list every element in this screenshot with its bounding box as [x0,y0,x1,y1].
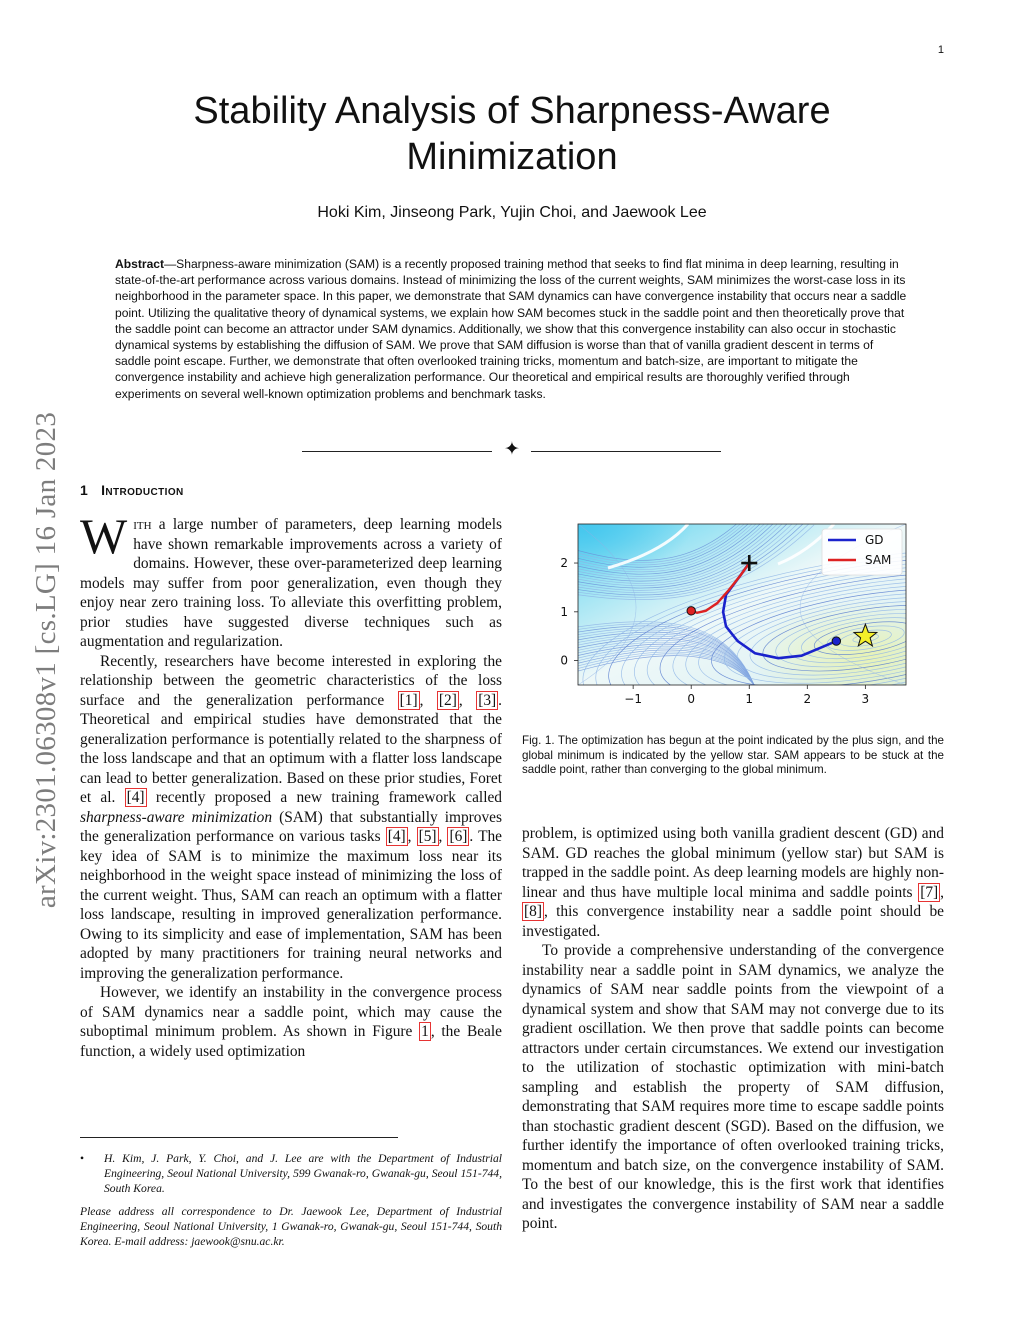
right-p1-a: problem, is optimized using both vanilla gradient descent (GD) and SAM. GD reaches the global minimum (yellow star) but SAM is trapped in the saddle point. As deep learning models are highly non-linear and thus have multiple local minima and saddle points [522,825,944,901]
abstract [115,256,911,402]
sam-end-point [687,607,695,615]
x-tick-label: −1 [624,692,643,706]
intro-p2-e: . The key idea of SAM is to minimize the maximum loss near its neighborhood in the weight space instead of minimizing the loss of the current weight. Thus, SAM can reach an optimum with a flatter loss landscape, resulting in improved generalization performance. Owing to its simplicity and ease of implementation, SAM has been adopted by many practitioners for training neural networks and improving the generalization performance. [80,828,502,982]
x-tick-label: 0 [687,692,696,706]
figure-caption: Fig. 1. The optimization has begun at the point indicated by the plus sign, and the global minimum is indicated by the yellow star. SAM appears to be stuck at the saddle point, rather than converging to the global minimum. [522,734,944,777]
arxiv-stamp-text: arXiv:2301.06308v1 [cs.LG] 16 Jan 2023 [30,411,62,909]
comma-sep: , [438,828,448,845]
paper-title: Stability Analysis of Sharpness-Aware Minimization [193,90,831,178]
intro-paragraph-2 [80,652,502,984]
intro-p2-a: Recently, researchers have become interested in exploring the relationship between the geometric characteristics of the loss surface and the generalization performance [80,652,502,709]
intro-sam-term: sharpness-aware minimization [80,808,273,826]
left-column [80,508,503,1061]
right-p1-b: , this convergence instability near a saddle point should be investigated. [522,903,944,940]
intro-paragraph-1 [80,508,502,652]
citation-link-7[interactable]: [7] [920,883,939,901]
x-tick-label: 2 [803,692,812,706]
comma-sep: , [419,691,437,709]
abstract-text: —Sharpness-aware minimization (SAM) is a recently proposed training method that seeks to find flat minima in deep learning, resulting in state-of-the-art performance across various domains. Instead of minimizing the loss of the current weights, SAM minimizes the worst-case loss in its neighborhood in the parameter space. In this paper, we demonstrate that SAM dynamics can have convergence instability that occurs near a saddle point. Utilizing the qualitative theory of dynamical systems, we explain how SAM becomes stuck in the saddle point and then theoretically prove that the saddle point can become an attractor under SAM dynamics. Additionally, we show that this convergence instability can also occur in stochastic dynamical systems by establishing the diffusion of SAM. We prove that SAM diffusion is worse than that of vanilla gradient descent in terms of saddle point escape. Further, we demonstrate that often overlooked training tricks, momentum and batch-size, are important to mitigate the convergence instability and achieve high generalization performance. Our theoretical and empirical results are thoroughly verified through experiments on several well-known optimization problems and benchmark tasks. [115,257,907,401]
x-tick-label: 1 [745,692,754,706]
intro-p2-c: recently proposed a new training framework called [146,789,503,806]
figure-1 [522,516,942,724]
legend-gd-label: GD [865,533,884,547]
y-tick-label: 1 [560,604,568,619]
dropcap: W [80,508,128,564]
legend-sam-label: SAM [865,553,892,567]
right-paragraph-2: To provide a comprehensive understanding of the convergence instability near a saddle point in SAM dynamics, we analyze the dynamics of SAM near saddle points from the viewpoint of a dynamical system and show that SAM may not converge due to its gradient oscillation. We then prove that saddle points can become attractors under certain circumstances. We extend our investigation to the utilization of stochastic optimization with mini-batch sampling and establish the property of SAM diffusion, demonstrating that SAM requires more time to escape saddle points than stochastic gradient descent (SGD). Based on the diffusion, we further identify the importance of often overlooked training tricks, momentum and batch size, on the convergence instability of SAM. To the best of our knowledge, this is the first work that identifies and investigates the convergence instability of SAM near a saddle point. [522,942,944,1232]
citation-link-2[interactable]: [2] [438,691,457,709]
intro-p2-d: (SAM) that substantially improves the generalization performance on various tasks [80,808,502,845]
footnote-correspondence: Please address all correspondence to Dr. Jaewook Lee, Department of Industrial Engineering, Seoul National University, 1 Gwanak-ro, Gwanak-gu, Seoul 151-744, South Korea. E-mail address: jaewook@snu.ac.kr. [80,1205,502,1248]
section-heading [80,482,184,498]
figure-link-1[interactable]: 1 [421,1023,429,1040]
citation-link-8[interactable]: [8] [524,903,542,920]
comma-sep: , [407,828,417,845]
footnote-bullet: • [80,1152,85,1165]
citation-link-6[interactable]: [6] [449,828,468,845]
section-number: 1 [80,482,89,498]
citation-link-4b[interactable]: [4] [387,828,406,845]
beale-contour-plot [522,516,942,724]
footnote-affiliation-text: H. Kim, J. Park, Y. Choi, and J. Lee are with the Department of Industrial Engineering, Seoul National University, 599 Gwanak-ro, Gwanak-gu, Seoul 151-744, South Korea. [104,1152,502,1195]
separator-line-right [531,451,721,452]
footnote-rule [80,1137,398,1138]
page-number: 1 [937,44,944,56]
section-title: Introduction [101,482,184,498]
intro-p3-b: , the Beale function, a widely used optimization [80,1023,502,1060]
x-axis [624,685,869,706]
intro-p2-b: . Theoretical and empirical studies have demonstrated that the generalization performance is potentially related to the sharpness of the loss landscape and that an optimum with a flatter loss landscape can lead to better generalization. Based on these prior studies, Foret et al. [80,691,502,806]
authors: Hoki Kim, Jinseong Park, Yujin Choi, and Jaewook Lee [317,204,707,221]
y-tick-label: 0 [560,653,568,668]
y-axis [560,556,578,668]
comma-sep: , [940,883,944,901]
x-tick-label: 3 [861,692,870,706]
separator-line-left [302,451,492,452]
abstract-label: Abstract [115,257,165,271]
footnote-affiliation [80,1151,502,1196]
citation-link-4a[interactable]: [4] [126,789,145,806]
legend [822,529,902,575]
y-tick-label: 2 [560,556,568,571]
intro-p1-text: a large number of parameters, deep learning models have shown remarkable improvements across a variety of domains. However, these over-parameterized deep learning models may suffer from poor generalization, even though they enjoy near zero training loss. To alleviate this overfitting problem, prior studies have suggested diverse techniques such as augmentation and regularization. [80,516,502,650]
intro-p3-a: However, we identify an instability in the convergence process of SAM dynamics near a saddle point, which may cause the suboptimal minimum problem. As shown in Figure [80,984,502,1040]
right-column [522,824,944,1234]
separator-star-icon: ✦ [504,439,520,460]
right-paragraph-1 [522,824,944,941]
dropcap-smallcaps: ith [133,516,152,533]
citation-link-3[interactable]: [3] [478,691,497,709]
intro-paragraph-3 [80,983,502,1061]
gd-end-point [832,637,840,645]
citation-link-1[interactable]: [1] [399,691,418,709]
comma-sep: , [458,691,477,709]
citation-link-5[interactable]: [5] [418,828,437,845]
legend-box [822,529,902,575]
